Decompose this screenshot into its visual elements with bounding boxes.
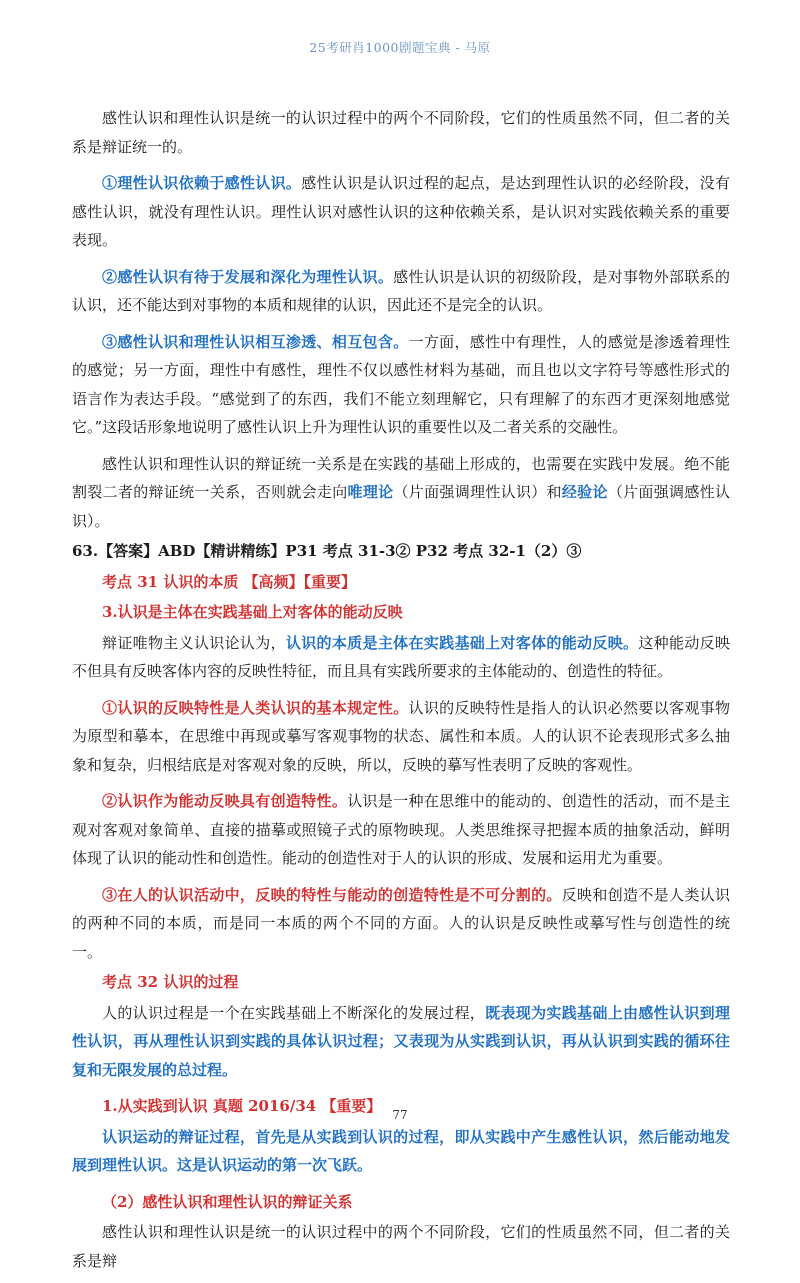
text-point-2: 感性认识是认识的初级阶段，是对事物外部联系的认识，还不能达到对事物的本质和规律的认识，因此还不是完全的认识。 (72, 267, 730, 314)
section-title-kp31: 考点 31 认识的本质 【高频】【重要】 (102, 572, 357, 591)
paragraph-dialectical-unity: 感性认识和理性认识的辩证统一关系是在实践的基础上形成的，也需要在实践中发展。绝不能割裂二者的辩证统一关系，否则就会走向唯理论（片面强调理性认识）和经验论（片面强调感性认识）。 (72, 454, 730, 530)
subsection-title-3: 3.认识是主体在实践基础上对客体的能动反映 (102, 603, 403, 621)
page-header: 25考研肖1000剧题宝典 - 马原 (309, 40, 491, 55)
highlight-reflection: ①认识的反映特性是人类认识的基本规定性。 (102, 698, 409, 717)
paragraph-closing: 感性认识和理性认识是统一的认识过程中的两个不同阶段，它们的性质虽然不同，但二者的关系是辩 (72, 1223, 730, 1270)
highlight-process: 既表现为实践基础上由感性认识到理性认识，再从理性认识到实践的具体认识过程；又表现为从实践到认识，再从认识到实践的循环往复和无限发展的总过程。 (72, 1003, 730, 1079)
paragraph-first-leap: 认识运动的辩证过程，首先是从实践到认识的过程，即从实践中产生感性认识，然后能动地发展到理性认识。这是认识运动的第一次飞跃。 (72, 1127, 730, 1174)
document-body (72, 104, 730, 1283)
section-title-kp32: 考点 32 认识的过程 (102, 973, 239, 991)
text-point-3: 一方面，感性中有理性，人的感觉是渗透着理性的感觉；另一方面，理性中有感性，理性不仅以感性材料为基础，而且也以文字符号等感性形式的语言作为表达手段。“感觉到了的东西，我们不能立刻理解它，只有理解了的东西才更深刻地感觉它。”这段话形象地说明了感性认识上升为理性认识的重要性以及二者关系的交融性。 (72, 332, 730, 436)
highlight-point-3: ③感性认识和理性认识相互渗透、相互包含。 (102, 332, 409, 351)
highlight-inseparable: ③在人的认识活动中，反映的特性与能动的创造特性是不可分割的。 (102, 885, 562, 904)
paragraph-creativity: ②认识作为能动反映具有创造特性。认识是一种在思维中的能动的、创造性的活动，而不是主观对客观对象简单、直接的描摹或照镜子式的原物映现。人类思维探寻把握本质的抽象活动，鲜明体现了认识的能动性和创造性。能动的创造性对于人的认识的形成、发展和运用尤为重要。 (72, 792, 730, 867)
page-number: 77 (392, 1108, 408, 1122)
paragraph-point-2 (72, 263, 730, 320)
paragraph-inseparable: ③在人的认识活动中，反映的特性与能动的创造特性是不可分割的。反映和创造不是人类认识的两种不同的本质，而是同一本质的两个不同的方面。人的认识是反映性或摹写性与创造性的统一。 (72, 885, 730, 961)
highlight-point-2: ②感性认识有待于发展和深化为理性认识。 (102, 267, 394, 286)
paragraph-intro: 感性认识和理性认识是统一的认识过程中的两个不同阶段，它们的性质虽然不同，但二者的关系是辩证统一的。 (72, 109, 730, 156)
paragraph-point-3 (72, 328, 730, 442)
term-empiricism: 经验论 (561, 483, 608, 501)
paragraph-process: 人的认识过程是一个在实践基础上不断深化的发展过程，既表现为实践基础上由感性认识到理性认识，再从理性认识到实践的具体认识过程；又表现为从实践到认识，再从认识到实践的循环往复和无限发展的总过程。 (72, 1003, 730, 1079)
answer-line: 63.【答案】ABD【精讲精练】P31 考点 31-3② P32 考点 32-1（2）③ (72, 542, 582, 560)
highlight-creativity: ②认识作为能动反映具有创造特性。 (102, 792, 348, 810)
subsection-title-1: 1.从实践到认识 真题 2016/34 【重要】 (102, 1097, 382, 1115)
highlight-point-1: ①理性认识依赖于感性认识。 (102, 174, 302, 192)
text-point-1: 感性认识是认识过程的起点，是达到理性认识的必经阶段，没有感性认识，就没有理性认识。理性认识对感性认识的这种依赖关系，是认识对实践依赖关系的重要表现。 (72, 174, 730, 249)
subsection-title-2: （2）感性认识和理性认识的辩证关系 (102, 1192, 353, 1211)
term-rationalism: 唯理论 (347, 483, 394, 501)
highlight-essence: 认识的本质是主体在实践基础上对客体的能动反映。 (285, 633, 639, 652)
paragraph-essence: 辩证唯物主义认识论认为，认识的本质是主体在实践基础上对客体的能动反映。这种能动反映不但具有反映客体内容的反映性特征，而且具有实践所要求的主体能动的、创造性的特征。 (72, 633, 730, 680)
paragraph-point-1 (72, 169, 730, 255)
paragraph-reflection: ①认识的反映特性是人类认识的基本规定性。认识的反映特性是指人的认识必然要以客观事物为原型和摹本，在思维中再现或摹写客观事物的状态、属性和本质。人的认识不论表现形式多么抽象和复杂，归根结底是对客观对象的反映，所以，反映的摹写性表明了反映的客观性。 (72, 698, 730, 774)
